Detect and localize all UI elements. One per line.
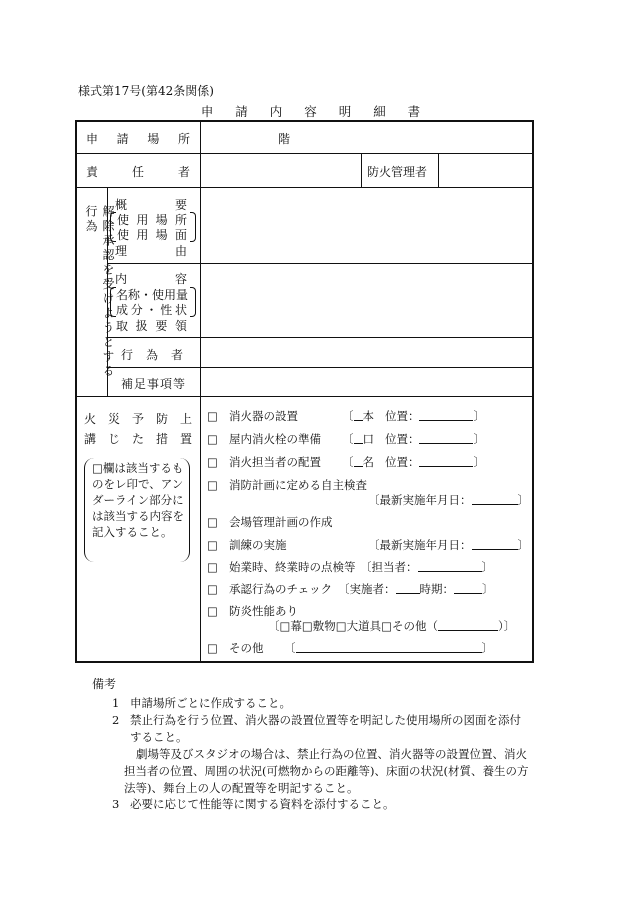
measure-approval-check: □ 承認行為のチェック xyxy=(207,582,333,596)
row-divider xyxy=(107,337,534,338)
measure-fire-staff-detail: 〔 名 位置： 〕 xyxy=(342,455,485,469)
remark-number: 2 xyxy=(112,713,120,727)
measure-flame-retardant: □ 防炎性能あり xyxy=(207,604,298,618)
remark-text: 申請場所ごとに作成すること。 xyxy=(130,696,291,710)
staff-field[interactable] xyxy=(418,560,482,572)
supplement-label: 補足事項等 xyxy=(121,377,187,391)
content-item-composition: 成 分 ・ 性 状 xyxy=(116,303,187,317)
checkbox[interactable]: □ xyxy=(207,409,218,423)
remark-text: 劇場等及びスタジオの場合は、禁止行為の位置、消火器等の設置位置、消火担当者の位置、周囲の状況(可燃物からの距離等)、床面の状況(材質、養生の方法等)、舞台上の人の配置等を明記すること。 xyxy=(124,747,529,795)
measure-self-inspection: □ 消防計画に定める自主検査 xyxy=(207,478,367,492)
responsible-label: 責 任 者 xyxy=(86,165,190,179)
checkbox[interactable]: □ xyxy=(207,538,218,552)
measure-self-inspection-detail: 〔最新実施年月日： 〕 xyxy=(368,493,529,507)
remark-number: 1 xyxy=(112,696,120,710)
checkbox[interactable]: □ xyxy=(207,432,218,446)
date-field[interactable] xyxy=(472,538,518,550)
other-text-field[interactable] xyxy=(296,641,482,653)
position-field[interactable] xyxy=(419,409,473,421)
overview-item-usage-scene: 使 用 場 面 xyxy=(117,228,187,242)
content-item-name-amount: 名称・使用量 xyxy=(116,288,189,302)
row-divider xyxy=(75,396,534,397)
measure-venue-plan: □ 会場管理計画の作成 xyxy=(207,515,333,529)
measure-fire-extinguisher: □ 消火器の設置 xyxy=(207,409,298,423)
remarks-title: 備考 xyxy=(92,677,117,691)
overview-reason: 理 由 xyxy=(115,244,187,258)
remark-text: 必要に応じて性能等に関する資料を添付すること。 xyxy=(130,797,395,811)
count-field[interactable] xyxy=(354,455,363,467)
column-divider xyxy=(200,120,201,663)
floor-suffix: 階 xyxy=(278,132,291,146)
bracket-right xyxy=(190,287,196,317)
measure-fire-extinguisher-detail: 〔 本 位置： 〕 xyxy=(342,409,485,423)
date-field[interactable] xyxy=(472,493,518,505)
measure-indoor-hydrant-detail: 〔 口 位置： 〕 xyxy=(342,432,485,446)
measure-other: □ その他 xyxy=(207,641,264,655)
location-label: 申 請 場 所 xyxy=(86,132,190,146)
bracket-left xyxy=(110,212,116,242)
measures-label-line2: 講 じ た 措 置 xyxy=(84,432,192,446)
count-field[interactable] xyxy=(354,432,363,444)
instruction-note: □欄は該当するものをレ印で、アンダーライン部分には該当する内容を記入すること。 xyxy=(92,461,184,539)
measure-inspection-detail: 〔担当者： 〕 xyxy=(360,560,493,574)
content-handling: 取 扱 要 領 xyxy=(116,319,187,333)
checkbox[interactable]: □ xyxy=(207,560,218,574)
checkbox[interactable]: □ xyxy=(207,455,218,469)
measure-other-detail: 〔 〕 xyxy=(284,641,493,655)
remark-text: 禁止行為を行う位置、消火器の設置位置等を明記した使用場所の図面を添付すること。 xyxy=(130,713,521,744)
actor-label: 行 為 者 xyxy=(121,348,183,362)
position-field[interactable] xyxy=(419,432,473,444)
timing-field[interactable] xyxy=(454,582,482,594)
column-divider xyxy=(438,153,439,187)
measure-fire-staff: □ 消火担当者の配置 xyxy=(207,455,321,469)
row-divider xyxy=(75,153,534,154)
bracket-right xyxy=(190,212,196,242)
count-field[interactable] xyxy=(354,409,363,421)
row-divider xyxy=(107,367,534,368)
form-number: 様式第17号(第42条関係) xyxy=(78,84,214,98)
other-field[interactable] xyxy=(438,619,498,631)
measure-inspection: □ 始業時、終業時の点検等 xyxy=(207,560,356,574)
measure-approval-check-detail: 〔実施者： 時期： 〕 xyxy=(338,582,494,596)
form-title: 申 請 内 容 明 細 書 xyxy=(200,104,430,119)
overview-title: 概 要 xyxy=(115,198,187,212)
checkbox[interactable]: □ xyxy=(207,582,218,596)
measure-indoor-hydrant: □ 屋内消火栓の準備 xyxy=(207,432,321,446)
column-divider xyxy=(361,153,362,187)
content-title: 内 容 xyxy=(115,272,187,286)
measures-label-line1: 火 災 予 防 上 xyxy=(84,412,192,426)
checkbox[interactable]: □ xyxy=(207,515,218,529)
position-field[interactable] xyxy=(419,455,473,467)
checkbox[interactable]: □ xyxy=(207,641,218,655)
fire-manager-label: 防火管理者 xyxy=(367,165,428,179)
overview-item-usage-place: 使 用 場 所 xyxy=(117,213,187,227)
remark-number: 3 xyxy=(112,797,120,811)
checkbox[interactable]: □ xyxy=(207,604,218,618)
exemption-group-label: 解除承認を受けようとする行為 xyxy=(84,205,115,379)
row-divider xyxy=(107,263,534,264)
measure-drill: □ 訓練の実施 xyxy=(207,538,287,552)
measure-flame-retardant-detail: 〔□幕□敷物□大道具□その他（ ）〕 xyxy=(268,619,516,633)
measure-drill-detail: 〔最新実施年月日： 〕 xyxy=(368,538,529,552)
checkbox[interactable]: □ xyxy=(207,478,218,492)
row-divider xyxy=(75,187,534,188)
performer-field[interactable] xyxy=(396,582,420,594)
